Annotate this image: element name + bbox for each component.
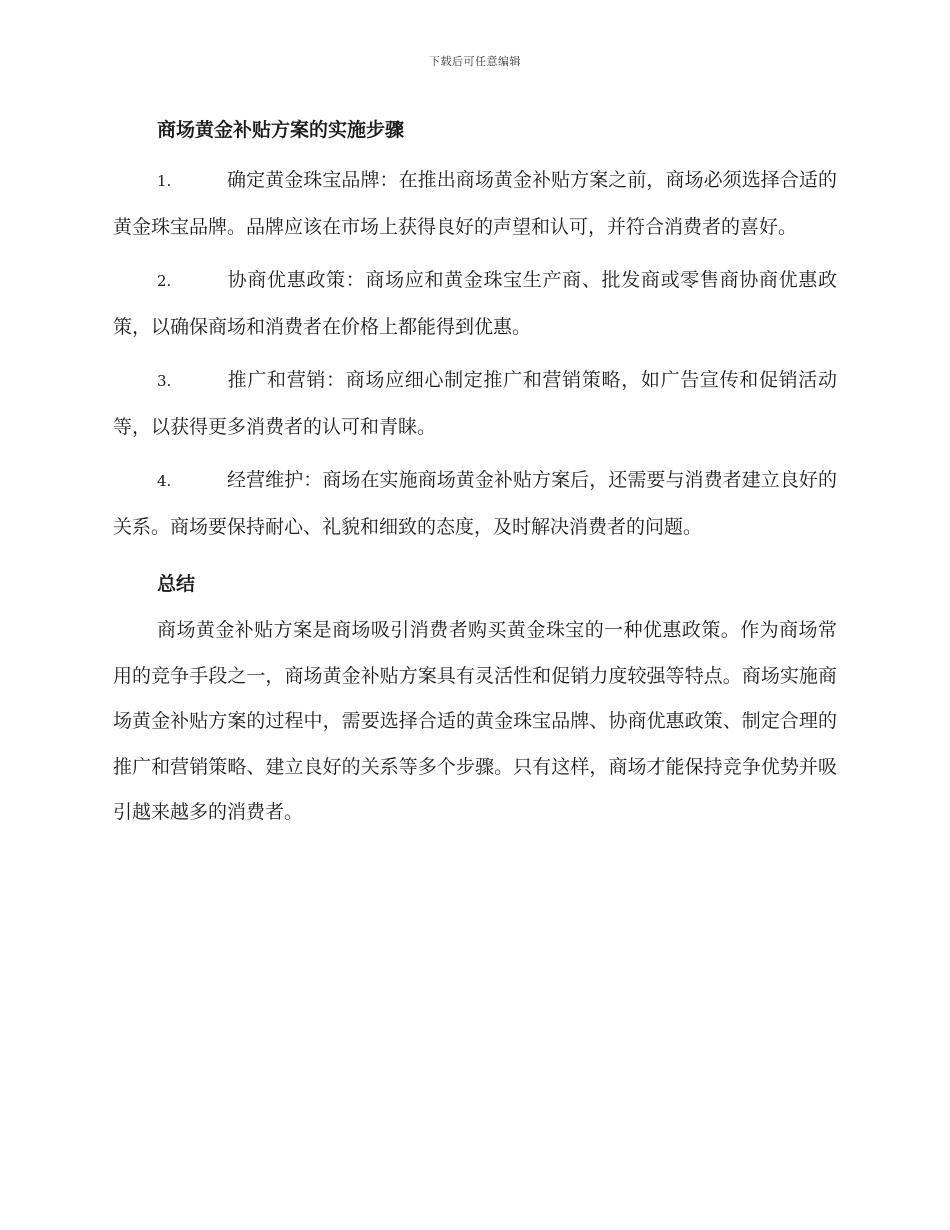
document-body — [113, 110, 837, 836]
list-item-text: 确定黄金珠宝品牌：在推出商场黄金补贴方案之前，商场必须选择合适的黄金珠宝品牌。品牌应该在市场上获得良好的声望和认可，并符合消费者的喜好。 — [113, 169, 837, 238]
list-item-text: 推广和营销：商场应细心制定推广和营销策略，如广告宣传和促销活动等，以获得更多消费者的认可和青睐。 — [113, 369, 837, 438]
list-item — [113, 458, 837, 550]
list-item-text: 协商优惠政策：商场应和黄金珠宝生产商、批发商或零售商协商优惠政策，以确保商场和消费者在价格上都能得到优惠。 — [113, 269, 837, 338]
list-item — [113, 358, 837, 450]
list-item — [113, 258, 837, 350]
list-item-number: 2. — [157, 272, 172, 290]
section-title-summary: 总结 — [157, 573, 196, 595]
section-title-implementation-steps: 商场黄金补贴方案的实施步骤 — [157, 119, 405, 141]
summary-paragraph: 商场黄金补贴方案是商场吸引消费者购买黄金珠宝的一种优惠政策。作为商场常用的竞争手段之一，商场黄金补贴方案具有灵活性和促销力度较强等特点。商场实施商场黄金补贴方案的过程中，需要选择合适的黄金珠宝品牌、协商优惠政策、制定合理的推广和营销策略、建立良好的关系等多个步骤。只有这样，商场才能保持竞争优势并吸引越来越多的消费者。 — [113, 619, 837, 823]
list-item — [113, 158, 837, 250]
list-item-number: 1. — [157, 172, 172, 190]
page-header-note: 下载后可任意编辑 — [429, 55, 521, 68]
list-item-number: 3. — [157, 372, 172, 390]
list-item-text: 经营维护：商场在实施商场黄金补贴方案后，还需要与消费者建立良好的关系。商场要保持耐心、礼貌和细致的态度，及时解决消费者的问题。 — [113, 469, 837, 538]
list-item-number: 4. — [157, 472, 172, 490]
